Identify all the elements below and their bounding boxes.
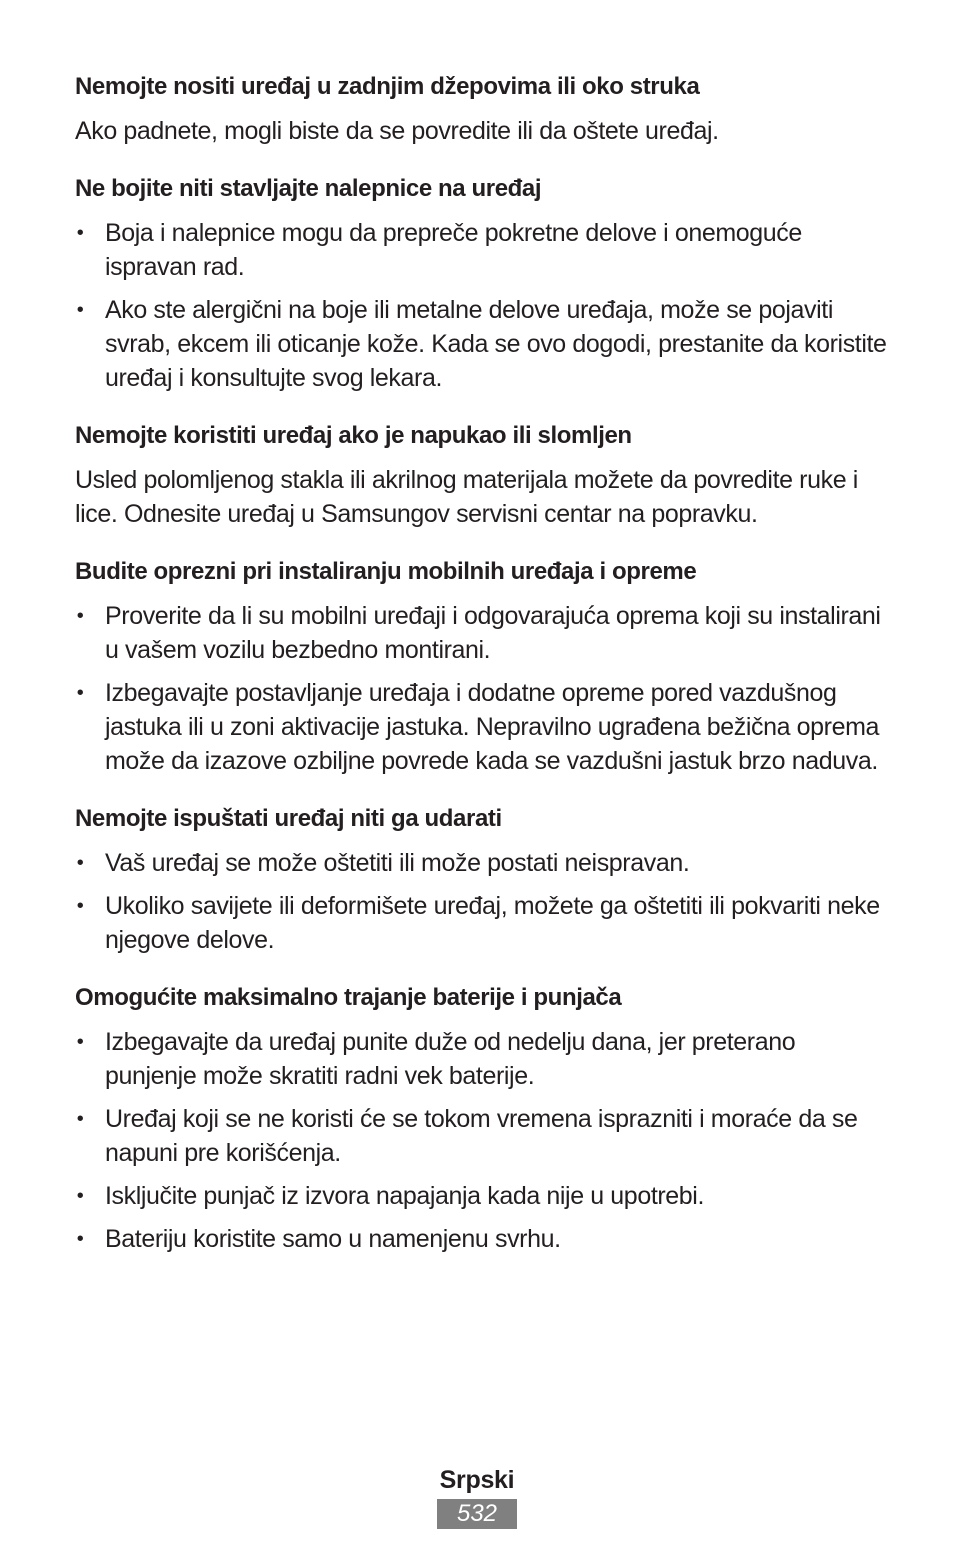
bullet-point-icon: • xyxy=(76,895,84,917)
list-item xyxy=(75,846,890,880)
list-item xyxy=(75,293,890,395)
bullet-list xyxy=(75,1025,890,1256)
section-vehicle-install xyxy=(75,555,890,778)
section-heading: Ne bojite niti stavljajte nalepnice na uređaj xyxy=(75,175,542,202)
list-item xyxy=(75,599,890,667)
list-item xyxy=(75,1025,890,1093)
bullet-point-icon: • xyxy=(76,1228,84,1250)
section-heading: Nemojte nositi uređaj u zadnjim džepovima ili oko struka xyxy=(75,73,700,100)
list-item xyxy=(75,1102,890,1170)
section-back-pocket xyxy=(75,70,890,148)
bullet-list xyxy=(75,599,890,778)
section-paragraph: Usled polomljenog stakla ili akrilnog materijala možete da povredite ruke i lice. Odnesite uređaj u Samsungov servisni centar na popravku. xyxy=(75,466,858,528)
bullet-point-icon: • xyxy=(76,1185,84,1207)
list-item-text: Isključite punjač iz izvora napajanja kada nije u upotrebi. xyxy=(105,1182,704,1210)
list-item xyxy=(75,889,890,957)
section-drop-strike xyxy=(75,802,890,957)
bullet-point-icon: • xyxy=(76,682,84,704)
bullet-point-icon: • xyxy=(76,222,84,244)
list-item-text: Izbegavajte postavljanje uređaja i dodatne opreme pored vazdušnog jastuka ili u zoni aktivacije jastuka. Nepravilno ugrađena bežična oprema može da izazove ozbiljne povrede kada se vazdušni jastuk brzo naduva. xyxy=(105,679,880,775)
section-battery-life xyxy=(75,981,890,1256)
bullet-point-icon: • xyxy=(76,1031,84,1053)
list-item-text: Ako ste alergični na boje ili metalne delove uređaja, može se pojaviti svrab, ekcem ili oticanje kože. Kada se ovo dogodi, prestanite da koristite uređaj i konsultujte svog lekara. xyxy=(105,296,887,392)
bullet-point-icon: • xyxy=(76,605,84,627)
bullet-point-icon: • xyxy=(76,1108,84,1130)
bullet-list xyxy=(75,846,890,957)
list-item-text: Boja i nalepnice mogu da prepreče pokretne delove i onemoguće ispravan rad. xyxy=(105,219,802,281)
section-cracked-device xyxy=(75,419,890,531)
list-item xyxy=(75,1179,890,1213)
page-number-container xyxy=(0,1499,954,1529)
section-heading: Nemojte koristiti uređaj ako je napukao ili slomljen xyxy=(75,422,632,449)
section-paragraph: Ako padnete, mogli biste da se povredite ili da oštete uređaj. xyxy=(75,117,719,145)
section-heading: Omogućite maksimalno trajanje baterije i punjača xyxy=(75,984,622,1011)
footer-language-label: Srpski xyxy=(439,1466,515,1494)
page-footer xyxy=(0,1463,954,1529)
list-item-text: Ukoliko savijete ili deformišete uređaj, možete ga oštetiti ili pokvariti neke njegove delove. xyxy=(105,892,880,954)
section-heading: Budite oprezni pri instaliranju mobilnih uređaja i opreme xyxy=(75,558,697,585)
list-item xyxy=(75,216,890,284)
document-body xyxy=(75,70,890,1280)
section-paint-stickers xyxy=(75,172,890,395)
page-number: 532 xyxy=(437,1499,517,1529)
list-item-text: Uređaj koji se ne koristi će se tokom vremena isprazniti i moraće da se napuni pre korišćenja. xyxy=(105,1105,858,1167)
list-item-text: Vaš uređaj se može oštetiti ili može postati neispravan. xyxy=(105,849,690,877)
list-item-text: Izbegavajte da uređaj punite duže od nedelju dana, jer preterano punjenje može skratiti radni vek baterije. xyxy=(105,1028,796,1090)
bullet-list xyxy=(75,216,890,395)
list-item xyxy=(75,676,890,778)
bullet-point-icon: • xyxy=(76,299,84,321)
section-heading: Nemojte ispuštati uređaj niti ga udarati xyxy=(75,805,502,832)
list-item-text: Bateriju koristite samo u namenjenu svrhu. xyxy=(105,1225,561,1253)
bullet-point-icon: • xyxy=(76,852,84,874)
list-item-text: Proverite da li su mobilni uređaji i odgovarajuća oprema koji su instalirani u vašem vozilu bezbedno montirani. xyxy=(105,602,881,664)
list-item xyxy=(75,1222,890,1256)
